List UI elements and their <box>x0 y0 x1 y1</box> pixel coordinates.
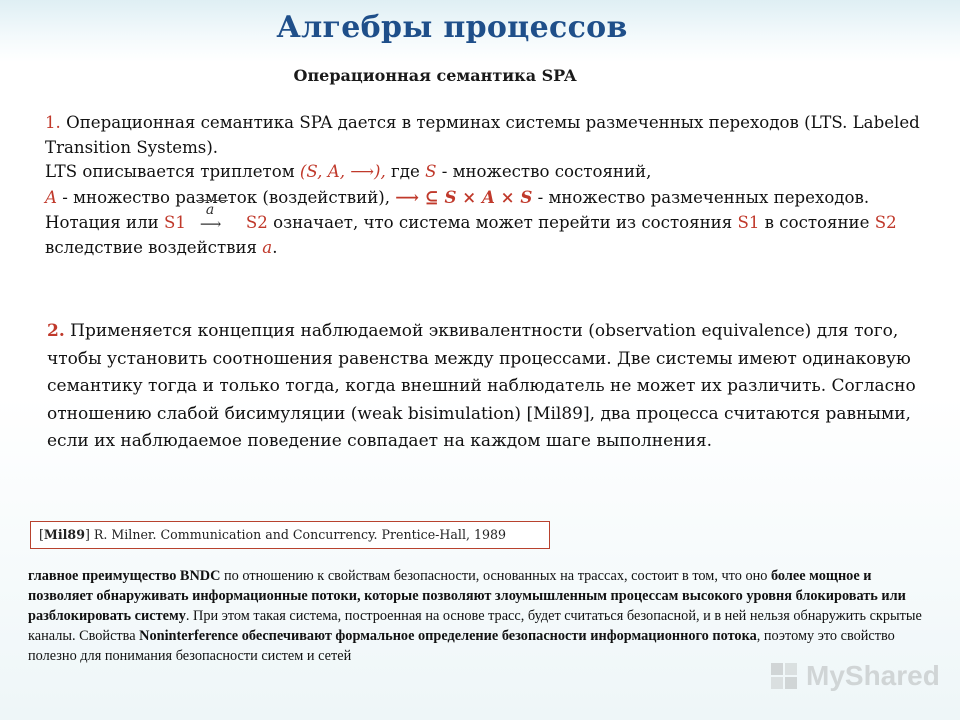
watermark-logo-icon <box>770 662 798 690</box>
reference-box <box>30 521 550 549</box>
text: Операционная семантика SPA дается в терминах системы размеченных переходов (LTS. Labeled Transition Systems). <box>45 113 920 157</box>
paragraph-lts <box>45 111 925 261</box>
slide-title: Алгебры процессов <box>276 10 628 45</box>
paragraph-observation-equivalence <box>47 318 927 456</box>
text: - множество размеченных переходов. <box>532 187 870 207</box>
symbol-a: A <box>45 187 57 207</box>
bold-text: главное преимущество BNDC <box>28 568 221 584</box>
text: означает, что система может перейти из состояния <box>267 213 738 233</box>
watermark-text: MyShared <box>806 660 940 691</box>
bracket: ] <box>84 527 90 542</box>
bracket: [ <box>39 527 44 542</box>
state-s2: S2 <box>874 213 897 233</box>
labeled-transition-arrow <box>186 202 246 234</box>
text: , поэтому это свойство полезно для понимания безопасности систем и сетей <box>28 628 895 664</box>
text: Нотация или <box>45 213 164 233</box>
symbol-a: a <box>262 237 273 257</box>
item-number-1: 1. <box>45 113 61 132</box>
text: . <box>272 237 278 257</box>
text: где <box>385 162 426 182</box>
text: - множество разметок (воздействий), <box>56 187 396 207</box>
symbol-s: S <box>425 162 437 182</box>
text: LTS описывается триплетом <box>45 162 300 182</box>
arrow-label: a <box>205 202 215 219</box>
bold-text: более мощное и позволяет обнаруживать информационные потоки, которые позволяют злоумышленным процессам высокого уровня блокировать или разблокировать систему <box>28 568 906 624</box>
bold-text: Noninterference обеспечивают формальное определение безопасности информационного потока <box>139 628 757 644</box>
transition-relation: ⟶ ⊆ S × A × S <box>395 186 533 207</box>
text: - множество состояний, <box>436 162 652 182</box>
reference-key: Mil89 <box>43 527 85 542</box>
text: вследствие воздействия <box>45 237 263 257</box>
watermark <box>770 660 950 696</box>
text: в состояние <box>759 213 875 233</box>
state-s2: S2 <box>245 213 268 233</box>
bndc-note <box>28 566 932 666</box>
text: Применяется концепция наблюдаемой эквивалентности (observation equivalence) для того, чтобы установить соотношения равенства между процессами. Две системы имеют одинаковую семантику тогда и только тогда, когда внешний наблюдатель не может их различить. Согласно отношению слабой бисимуляции (weak bisimulation) [Mil89], два процесса считаются равными, если их наблюдаемое поведение совпадает на каждом шаге выполнения. <box>47 321 916 452</box>
text: по отношению к свойствам безопасности, основанных на трассах, состоит в том, что оно <box>220 568 771 584</box>
reference-text: R. Milner. Communication and Concurrency. Prentice-Hall, 1989 <box>89 527 507 542</box>
lts-tuple: (S, A, ⟶), <box>299 162 386 182</box>
item-number-2: 2. <box>47 321 65 341</box>
state-s1: S1 <box>163 213 186 233</box>
slide-subtitle: Операционная семантика SPA <box>293 66 577 85</box>
state-s1: S1 <box>737 213 760 233</box>
arrow-icon: ⟶ <box>199 215 222 234</box>
text: . При этом такая система, построенная на основе трасс, будет считаться безопасной, и в ней нельзя обнаружить скрытые каналы. Свойства <box>28 608 922 644</box>
